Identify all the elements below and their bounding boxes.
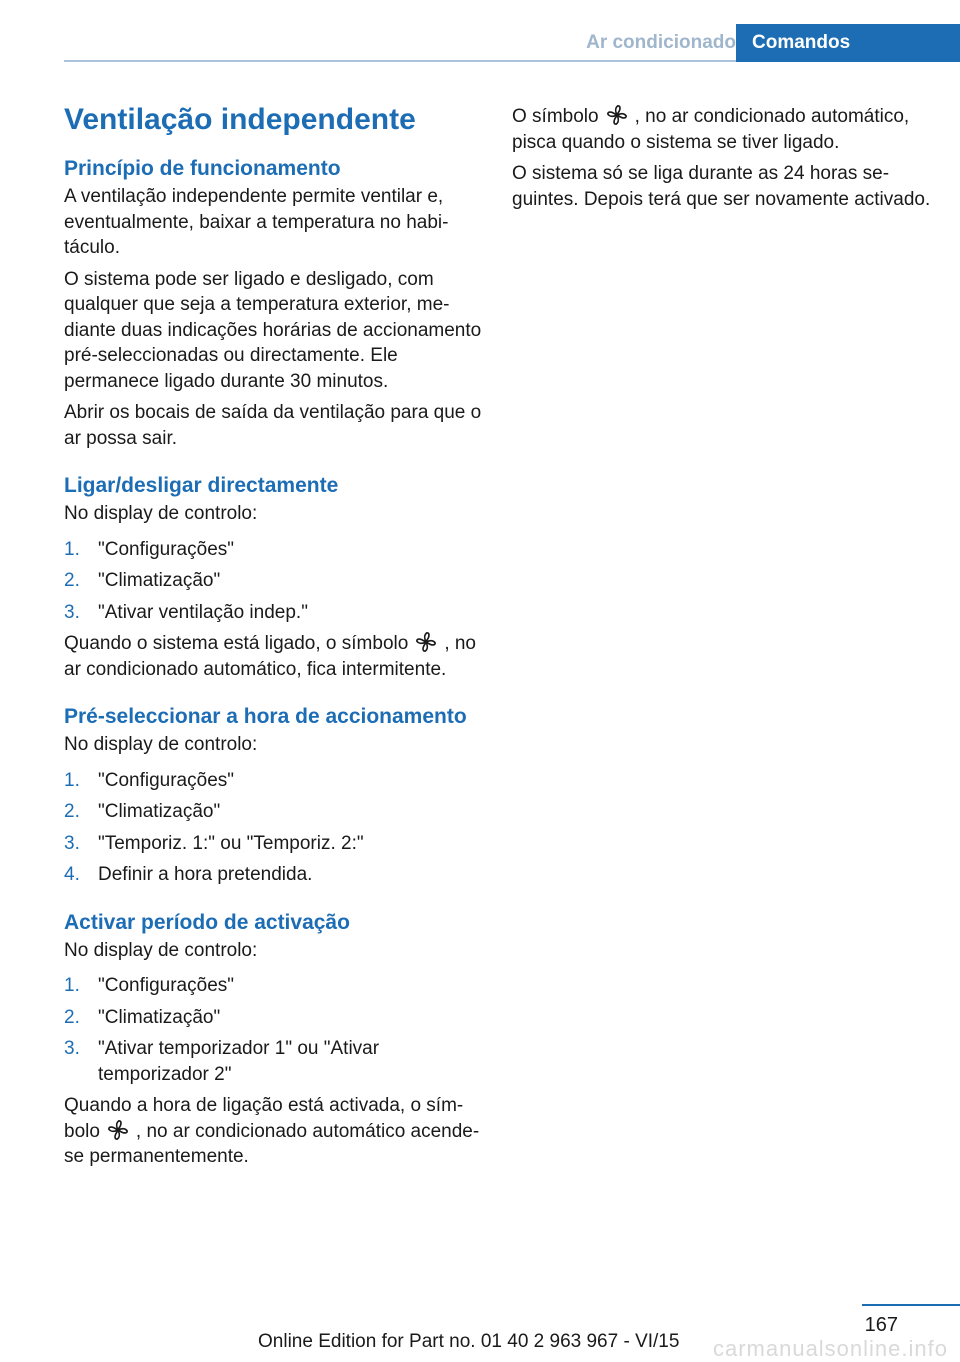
step-number: 1. (64, 975, 80, 996)
list-item (64, 1036, 484, 1087)
header-section: Ar condicionado (586, 32, 736, 53)
step-text: "Ativar ventilação indep." (98, 601, 308, 623)
steps-list (64, 768, 484, 888)
list-item (64, 568, 484, 594)
paragraph: O sistema pode ser ligado e desligado, com qualquer que seja a temperatura exterior, mediante duas indicações horárias de accionamento pré-seleccionadas ou directamente. Ele permanece ligado durante 30 minutos. (64, 268, 482, 392)
step-text: "Temporiz. 1:" ou "Temporiz. 2:" (98, 832, 364, 854)
paragraph: No display de controlo: (64, 939, 258, 961)
edition-text: Online Edition for Part no. 01 40 2 963 967 - VI/15 (258, 1331, 680, 1352)
paragraph (64, 1093, 484, 1170)
paragraph: Abrir os bocais de saída da ventilação para que o ar possa sair. (64, 402, 482, 449)
step-number: 3. (64, 832, 80, 854)
list-item (64, 600, 484, 626)
fan-icon (107, 1119, 129, 1141)
list-item (64, 537, 484, 563)
list-item (64, 1005, 484, 1031)
step-number: 4. (64, 864, 80, 885)
left-column (64, 100, 484, 1170)
section-heading: Princípio de funcionamento (64, 157, 341, 180)
steps-list (64, 973, 484, 1087)
section-direct (64, 473, 484, 682)
steps-list (64, 537, 484, 626)
section-principle (64, 156, 484, 451)
paragraph: No display de controlo: (64, 503, 258, 524)
footer-rule (862, 1304, 960, 1306)
text-run: O símbolo (512, 106, 599, 127)
step-text: "Configurações" (98, 538, 235, 560)
step-text: "Climatização" (98, 570, 221, 591)
step-text: "Climatização" (98, 1006, 221, 1028)
paragraph: O sistema só se liga durante as 24 horas seguintes. Depois terá que ser novamente activado. (512, 163, 931, 210)
right-column (512, 104, 932, 212)
text-run: , no ar condicionado automático acende-se permanentemente. (64, 1120, 480, 1167)
list-item (64, 831, 484, 857)
list-item (64, 973, 484, 999)
paragraph (512, 104, 932, 155)
section-preselect (64, 704, 484, 888)
step-number: 3. (64, 601, 80, 623)
section-heading: Activar período de activação (64, 910, 350, 934)
step-text: "Climatização" (98, 801, 221, 822)
paragraph: A ventilação independente permite ventilar e, eventualmente, baixar a temperatura no habitáculo. (64, 186, 449, 258)
step-number: 1. (64, 769, 80, 791)
step-text: "Configurações" (98, 769, 235, 791)
step-number: 2. (64, 1006, 80, 1028)
section-heading: Ligar/desligar directamente (64, 474, 339, 497)
watermark: carmanualsonline.info (712, 1336, 948, 1361)
paragraph: No display de controlo: (64, 734, 258, 755)
step-number: 3. (64, 1038, 80, 1059)
paragraph (64, 631, 484, 682)
text-run: Quando a hora de ligação está activada, o símbolo (64, 1095, 464, 1142)
header-tab: Comandos (736, 24, 960, 62)
step-number: 1. (64, 538, 80, 560)
text-run: , no ar condicionado automático, pisca quando o sistema se tiver ligado. (512, 106, 910, 153)
page-title: Ventilação independente (64, 103, 416, 136)
text-run: , no ar condicionado automático, fica intermitente. (64, 633, 477, 680)
step-number: 2. (64, 801, 80, 822)
list-item (64, 768, 484, 794)
fan-icon (606, 104, 628, 126)
page-number: 167 (864, 1314, 898, 1336)
text-run: Quando o sistema está ligado, o símbolo (64, 633, 409, 654)
step-text: "Configurações" (98, 975, 235, 996)
step-text: Definir a hora pretendida. (98, 864, 313, 885)
list-item (64, 862, 484, 888)
list-item (64, 799, 484, 825)
step-text: "Ativar temporizador 1" ou "Ativar temporizador 2" (98, 1038, 380, 1085)
fan-icon (415, 631, 437, 653)
step-number: 2. (64, 570, 80, 591)
section-activate (64, 910, 484, 1170)
section-heading: Pré-seleccionar a hora de accionamento (64, 705, 467, 728)
